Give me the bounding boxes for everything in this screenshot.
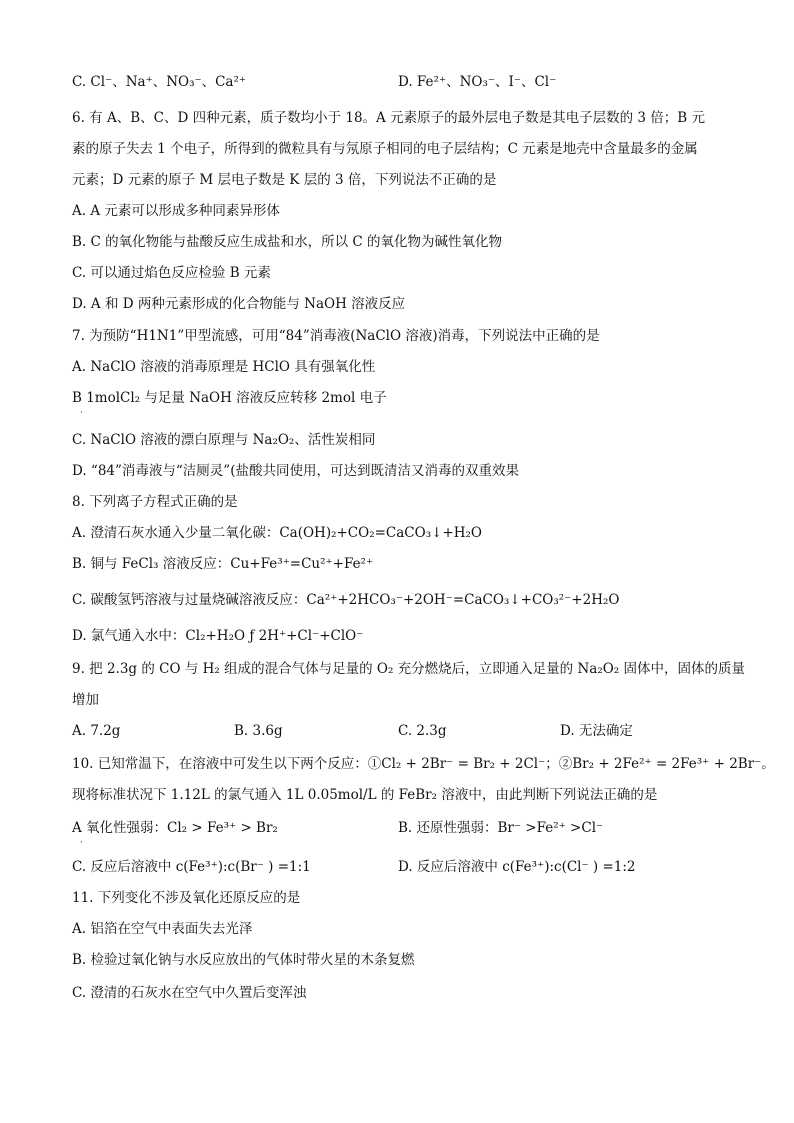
q7-option-b: B 1molCl₂ 与足量 NaOH 溶液反应转移 2mol 电子 [72,390,387,406]
q7-option-c: C. NaClO 溶液的漂白原理与 Na₂O₂、活性炭相同 [72,432,376,448]
q11-option-a: A. 铝箔在空气中表面失去光泽 [72,921,253,937]
stray-dot-mark-2: · [80,838,83,848]
q8-option-d: D. 氯气通入水中：Cl₂+H₂O ƒ 2H⁺+Cl⁻+ClO⁻ [72,628,364,644]
q9-option-d: D. 无法确定 [560,723,633,739]
q8-option-b: B. 铜与 FeCl₃ 溶液反应：Cu+Fe³⁺=Cu²⁺+Fe²⁺ [72,556,374,572]
q8-option-a: A. 澄清石灰水通入少量二氧化碳：Ca(OH)₂+CO₂=CaCO₃↓+H₂O [72,525,482,541]
q5-option-c: C. Cl⁻、Na⁺、NO₃⁻、Ca²⁺ [72,74,247,90]
q6-option-d: D. A 和 D 两种元素形成的化合物能与 NaOH 溶液反应 [72,296,406,312]
q10-option-b: B. 还原性强弱：Br⁻ >Fe²⁺ >Cl⁻ [398,820,604,836]
q10-option-a: A 氧化性强弱：Cl₂ > Fe³⁺ > Br₂ [72,820,278,836]
q7-option-a: A. NaClO 溶液的消毒原理是 HClO 具有强氧化性 [72,359,376,375]
q11-stem: 11. 下列变化不涉及氧化还原反应的是 [72,890,301,906]
q9-stem-line-2: 增加 [72,692,99,708]
q9-option-c: C. 2.3g [398,723,447,739]
q6-option-a: A. A 元素可以形成多种同素异形体 [72,203,280,219]
q11-option-c: C. 澄清的石灰水在空气中久置后变浑浊 [72,985,307,1001]
q9-option-a: A. 7.2g [72,723,121,739]
q11-option-b: B. 检验过氧化钠与水反应放出的气体时带火星的木条复燃 [72,952,415,968]
q8-stem: 8. 下列离子方程式正确的是 [72,494,238,510]
q6-stem-line-3: 元素；D 元素的原子 M 层电子数是 K 层的 3 倍，下列说法不正确的是 [72,172,497,188]
q10-option-c: C. 反应后溶液中 c(Fe³⁺):c(Br⁻ ) =1:1 [72,859,311,875]
q6-option-b: B. C 的氧化物能与盐酸反应生成盐和水，所以 C 的氧化物为碱性氧化物 [72,234,503,250]
q9-stem-line-1: 9. 把 2.3g 的 CO 与 H₂ 组成的混合气体与足量的 O₂ 充分燃烧后，立即通入足量的 Na₂O₂ 固体中，固体的质量 [72,661,746,677]
q6-option-c: C. 可以通过焰色反应检验 B 元素 [72,265,271,281]
stray-dot-mark: · [80,408,83,418]
q6-stem-line-1: 6. 有 A、B、C、D 四种元素，质子数均小于 18。A 元素原子的最外层电子数是其电子层数的 3 倍；B 元 [72,110,705,126]
q9-option-b: B. 3.6g [234,723,283,739]
q10-option-d: D. 反应后溶液中 c(Fe³⁺):c(Cl⁻ ) =1:2 [398,859,636,875]
q10-stem-line-1: 10. 已知常温下，在溶液中可发生以下两个反应：①Cl₂ + 2Br⁻ = Br₂ + 2Cl⁻；②Br₂ + 2Fe²⁺ = 2Fe³⁺ + 2Br⁻。 [72,756,775,772]
q8-option-c: C. 碳酸氢钙溶液与过量烧碱溶液反应：Ca²⁺+2HCO₃⁻+2OH⁻=CaCO₃↓+CO₃²⁻+2H₂O [72,592,620,608]
q5-option-d: D. Fe²⁺、NO₃⁻、I⁻、Cl⁻ [398,74,557,90]
q7-stem: 7. 为预防“H1N1”甲型流感，可用“84”消毒液(NaClO 溶液)消毒，下列说法中正确的是 [72,328,600,344]
q6-stem-line-2: 素的原子失去 1 个电子，所得到的微粒具有与氖原子相同的电子层结构；C 元素是地壳中含量最多的金属 [72,141,698,157]
q10-stem-line-2: 现将标准状况下 1.12L 的氯气通入 1L 0.05mol/L 的 FeBr₂ 溶液中，由此判断下列说法正确的是 [72,787,658,803]
q7-option-d: D. “84”消毒液与“洁厕灵”(盐酸共同使用，可达到既清洁又消毒的双重效果 [72,463,519,479]
